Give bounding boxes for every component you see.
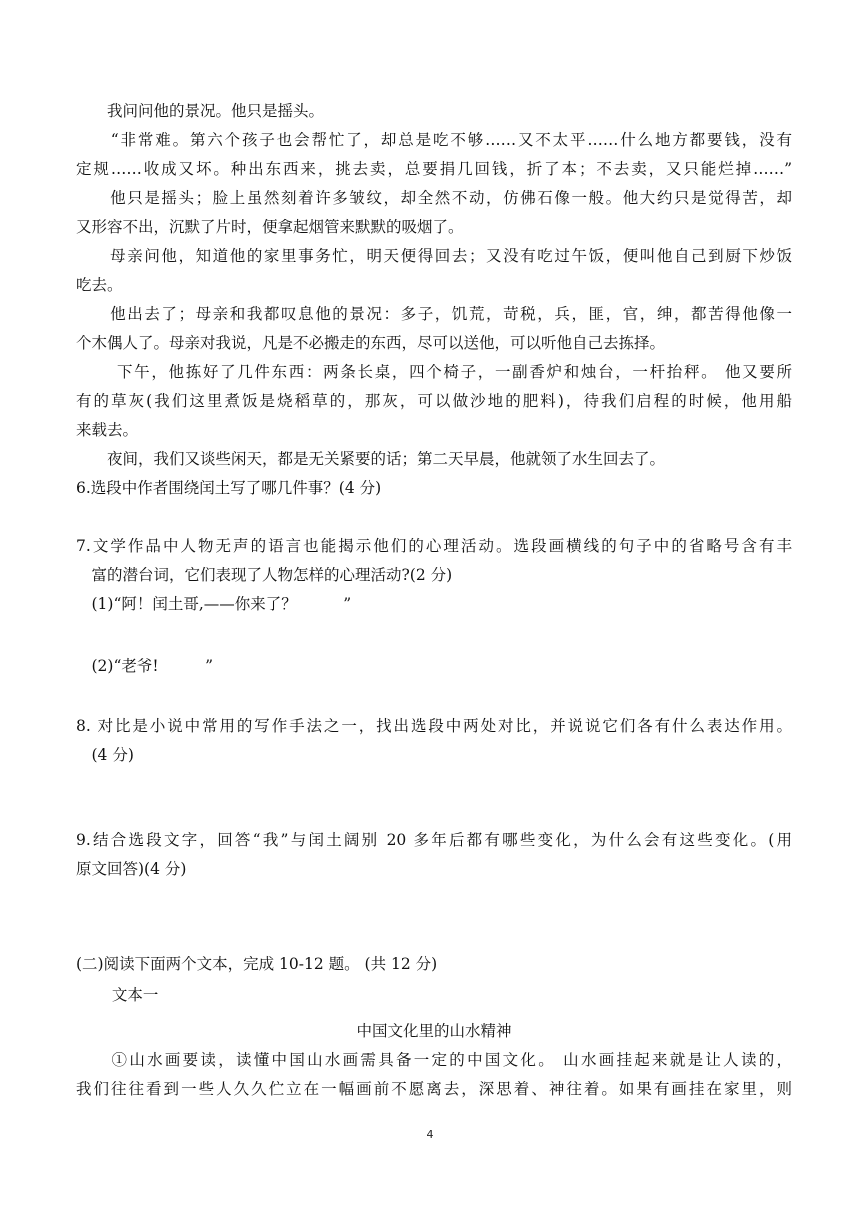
question-7-item-2: (2)“老爷! ” — [76, 657, 214, 675]
paragraph-line: 定规……收成又坏。种出东西来，挑去卖，总要捐几回钱，折了本；不去卖，又只能烂掉……” — [76, 160, 792, 178]
paragraph-line: 夜间，我们又谈些闲天，都是无关紧要的话；第二天早晨，他就领了水生回去了。 — [76, 450, 666, 468]
paragraph-line: 他出去了；母亲和我都叹息他的景况：多子，饥荒，苛税，兵，匪，官，绅，都苦得他像一 — [76, 305, 792, 323]
section-heading: (二)阅读下面两个文本，完成 10-12 题。 (共 12 分) — [76, 955, 438, 973]
paragraph-line: 有的草灰(我们这里煮饭是烧稻草的，那灰，可以做沙地的肥料)，待我们启程的时候，他用船 — [76, 392, 792, 410]
article-title: 中国文化里的山水精神 — [356, 1022, 512, 1040]
paragraph-line: 他只是摇头；脸上虽然刻着许多皱纹，却全然不动，仿佛石像一般。他大约只是觉得苦，却 — [76, 189, 792, 207]
text-one-label: 文本一 — [76, 986, 159, 1004]
page-number: 4 — [426, 1128, 434, 1141]
question-7-continued: 富的潜台词，它们表现了人物怎样的心理活动?(2 分) — [76, 566, 453, 584]
paragraph-line: 又形容不出，沉默了片时，便拿起烟管来默默的吸烟了。 — [76, 218, 464, 236]
paragraph-line: 我问问他的景况。他只是摇头。 — [76, 102, 325, 120]
question-8: 8. 对比是小说中常用的写作手法之一，找出选段中两处对比，并说说它们各有什么表达作用。 — [76, 717, 792, 735]
paragraph-line: 下午，他拣好了几件东西：两条长桌，四个椅子，一副香炉和烛台，一杆抬秤。 他又要所 — [76, 363, 792, 381]
paragraph-line: 个木偶人了。母亲对我说，凡是不必搬走的东西，尽可以送他，可以听他自己去拣择。 — [76, 334, 666, 352]
paragraph-line: “非常难。第六个孩子也会帮忙了，却总是吃不够……又不太平……什么地方都要钱，没有 — [76, 131, 792, 149]
question-9-continued: 原文回答)(4 分) — [76, 860, 187, 878]
paragraph-line: 吃去。 — [76, 276, 123, 294]
question-9: 9.结合选段文字，回答“我”与闰土阔别 20 多年后都有哪些变化，为什么会有这些变化。(用 — [76, 831, 792, 849]
paragraph-line: 我们往往看到一些人久久伫立在一幅画前不愿离去，深思着、神往着。如果有画挂在家里，则 — [76, 1080, 792, 1098]
paragraph-line: 来载去。 — [76, 421, 139, 439]
paragraph-line: ①山水画要读，读懂中国山水画需具备一定的中国文化。 山水画挂起来就是让人读的， — [76, 1051, 792, 1069]
paragraph-line: 母亲问他，知道他的家里事务忙，明天便得回去；又没有吃过午饭，便叫他自己到厨下炒饭 — [76, 247, 792, 265]
question-7-item-1: (1)“阿！闰土哥,——你来了？ ” — [76, 595, 352, 613]
question-7: 7.文学作品中人物无声的语言也能揭示他们的心理活动。选段画横线的句子中的省略号含有丰 — [76, 537, 792, 555]
question-6: 6.选段中作者围绕闰土写了哪几件事？(4 分) — [76, 479, 382, 497]
question-8-points: (4 分) — [76, 746, 134, 764]
